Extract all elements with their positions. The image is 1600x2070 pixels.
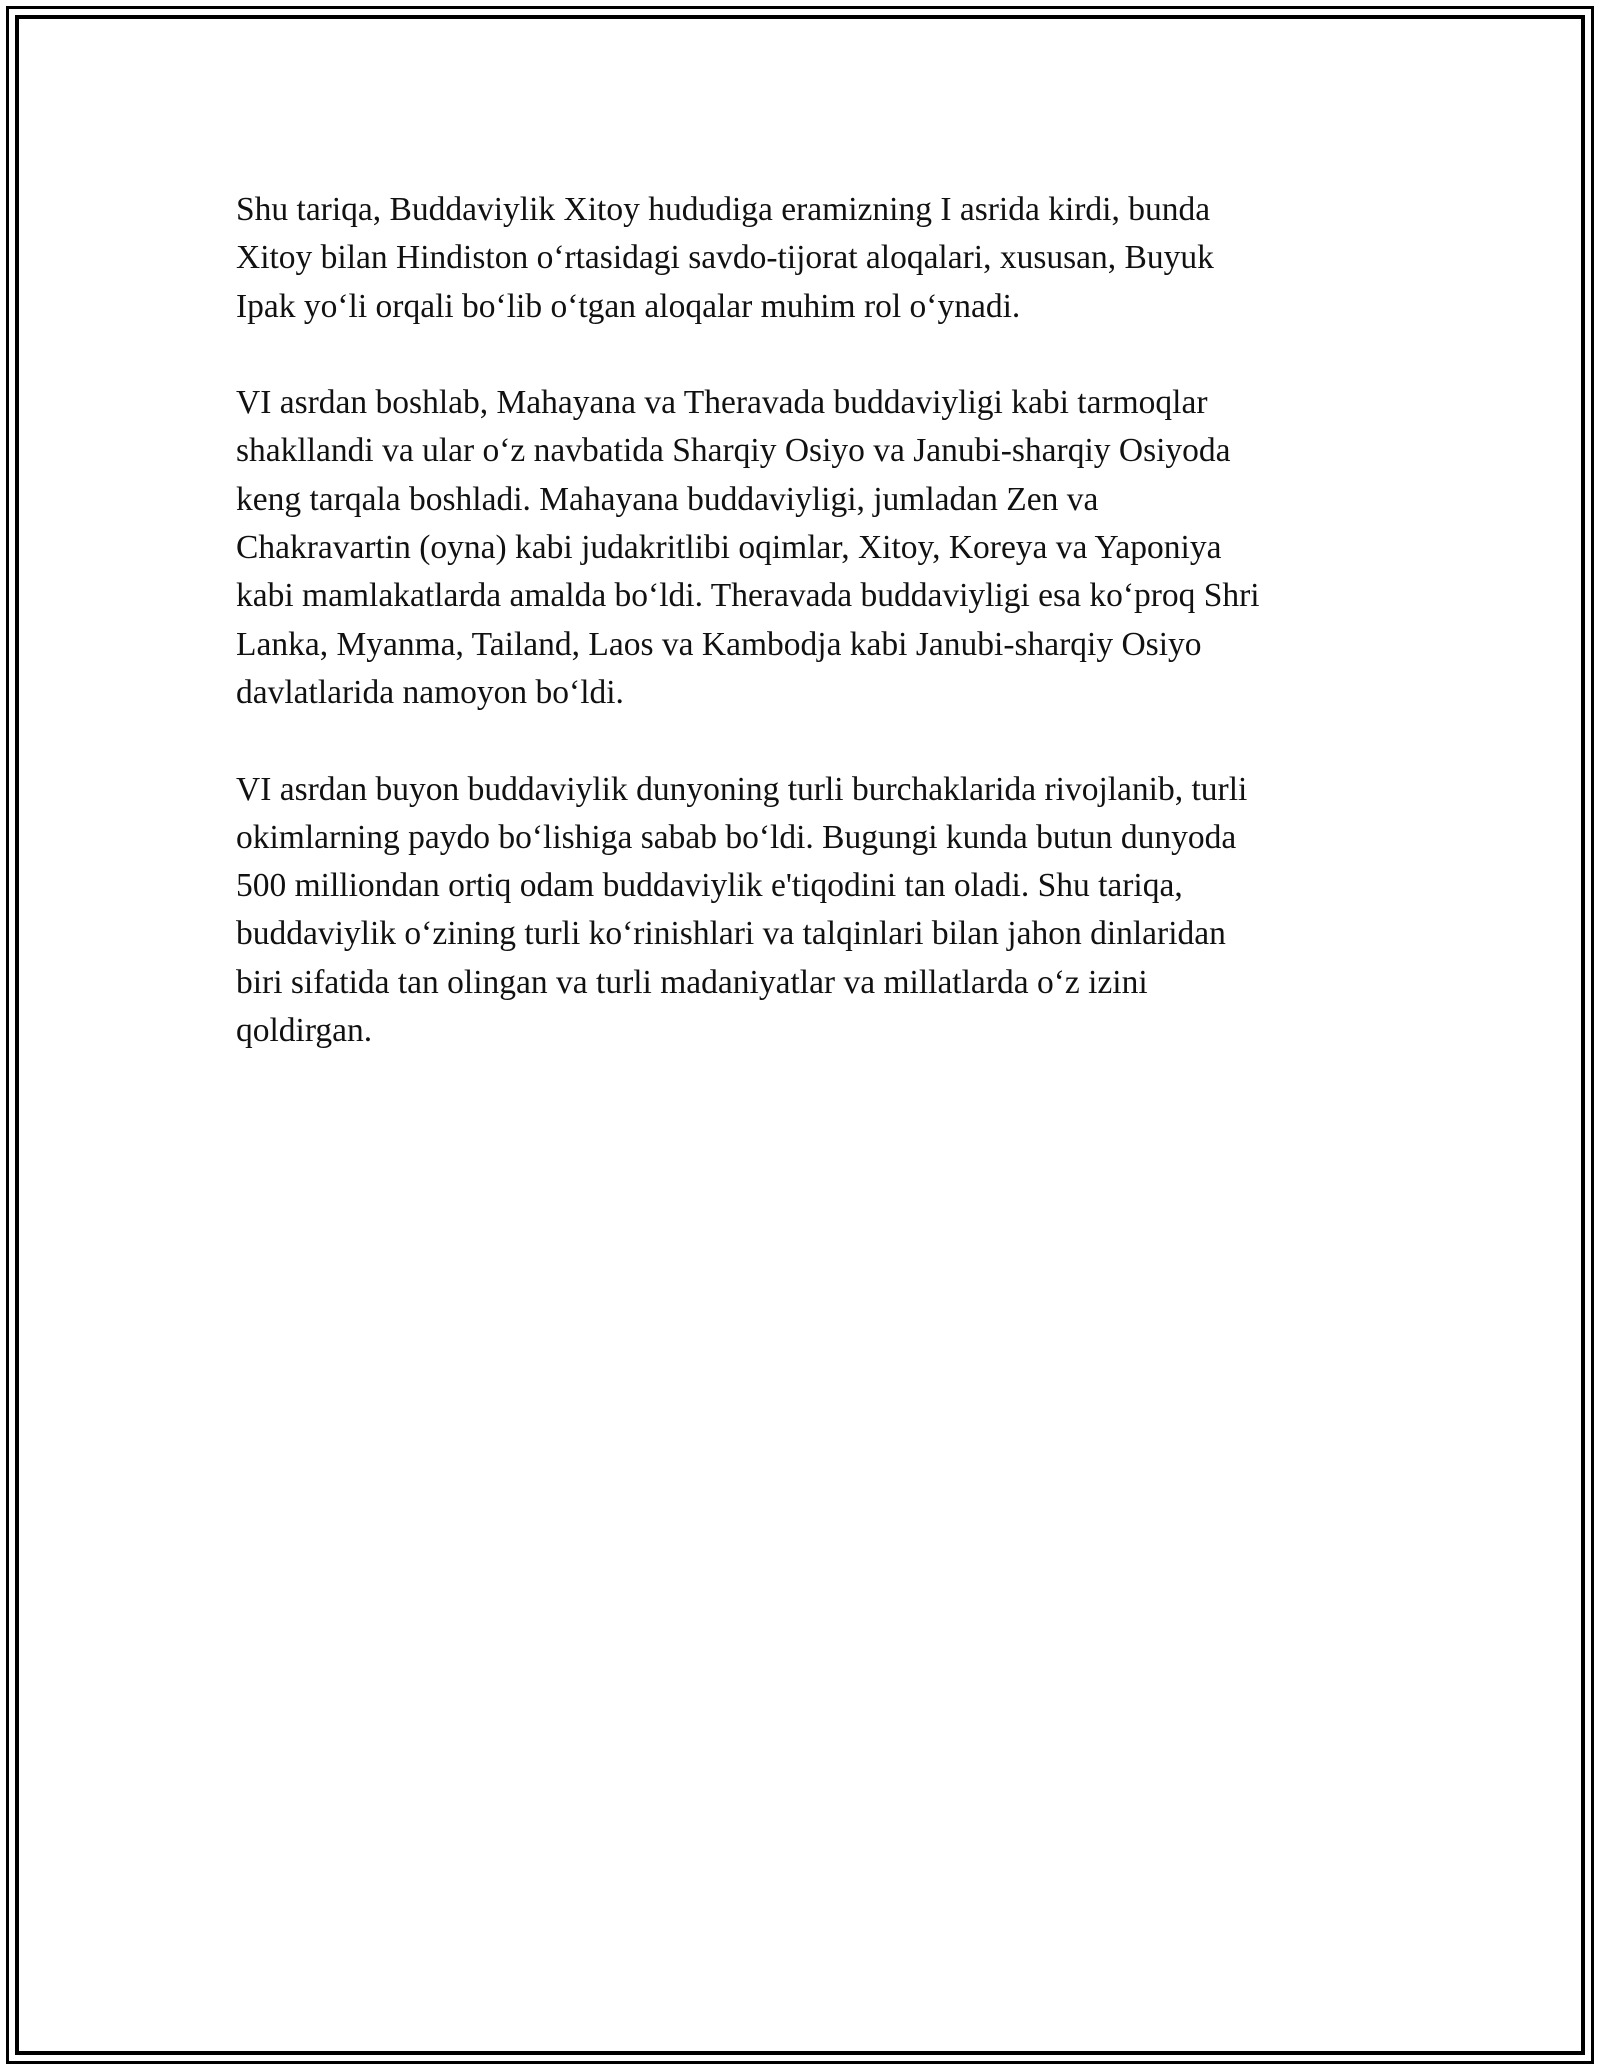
paragraph-2: VI asrdan boshlab, Mahayana va Theravada buddaviyligi kabi tarmoqlar shakllandi va ular o‘z navbatida Sharqiy Osiyo va Janubi-sharqiy Osiyoda keng tarqala boshladi. Mahayana buddaviyligi, jumladan Zen va Chakravartin (oyna) kabi judakritlibi oqimlar, Xitoy, Koreya va Yaponiya kabi mamlakatlarda amalda bo‘ldi. Theravada buddaviyligi esa ko‘proq Shri Lanka, Myanma, Tailand, Laos va Kambodja kabi Janubi-sharqiy Osiyo davlatlarida namoyon bo‘ldi. [236,384,1260,711]
document-body [236,186,1366,1104]
paragraph-1: Shu tariqa, Buddaviylik Xitoy hududiga eramizning I asrida kirdi, bunda Xitoy bilan Hindiston o‘rtasidagi savdo-tijorat aloqalari, xususan, Buyuk Ipak yo‘li orqali bo‘lib o‘tgan aloqalar muhim rol o‘ynadi. [236,191,1214,325]
paragraph-3: VI asrdan buyon buddaviylik dunyoning turli burchaklarida rivojlanib, turli okimlarning paydo bo‘lishiga sabab bo‘ldi. Bugungi kunda butun dunyoda 500 milliondan ortiq odam buddaviylik e'tiqodini tan oladi. Shu tariqa, buddaviylik o‘zining turli ko‘rinishlari va talqinlari bilan jahon dinlaridan biri sifatida tan olingan va turli madaniyatlar va millatlarda o‘z izini qoldirgan. [236,770,1248,1050]
